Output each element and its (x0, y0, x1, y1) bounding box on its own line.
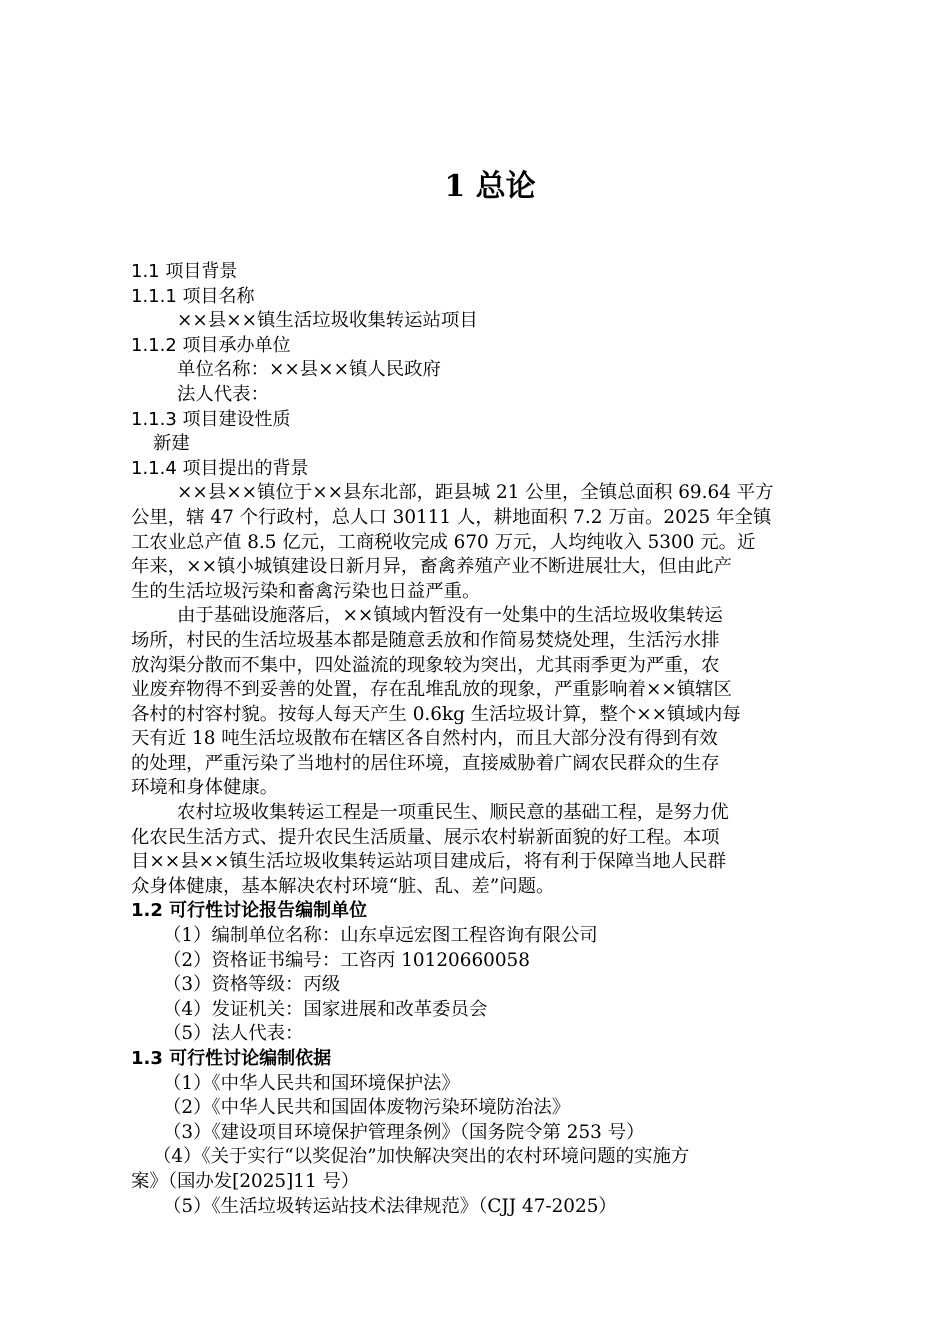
paragraph-line: 工农业总产值 8.5 亿元，工商税收完成 670 万元，人均纯收入 5300 元。近 (131, 531, 756, 553)
basis-item-continued: 案》（国办发[2025]11 号） (131, 1170, 360, 1192)
paragraph-line: 由于基础设施落后，××镇域内暂没有一处集中的生活垃圾收集转运 (177, 605, 723, 627)
subsection-heading-1-1-2: 1.1.2 项目承办单位 (131, 334, 291, 356)
paragraph-line: 公里，辖 47 个行政村，总人口 30111 人，耕地面积 7.2 万亩。2025 年全镇 (131, 506, 772, 528)
project-name: ××县××镇生活垃圾收集转运站项目 (177, 310, 478, 332)
background-paragraph-3 (131, 801, 849, 899)
compiler-item: （4）发证机关：国家进展和改革委员会 (163, 998, 488, 1020)
compiler-item: （1）编制单位名称：山东卓远宏图工程咨询有限公司 (163, 925, 598, 947)
paragraph-line: 的处理，严重污染了当地村的居住环境，直接威胁着广阔农民群众的生存 (131, 752, 720, 774)
paragraph-line: 场所，村民的生活垃圾基本都是随意丢放和作简易焚烧处理，生活污水排 (131, 629, 720, 651)
document-body (131, 260, 849, 1219)
background-paragraph-1 (131, 481, 849, 604)
subsection-heading-1-1-3: 1.1.3 项目建设性质 (131, 408, 291, 430)
background-paragraph-2 (131, 604, 849, 801)
basis-item: （5）《生活垃圾转运站技术法律规范》（CJJ 47-2025） (163, 1195, 617, 1217)
chapter-title: 1 总论 (444, 169, 536, 204)
paragraph-line: 环境和身体健康。 (131, 777, 279, 799)
paragraph-line: 生的生活垃圾污染和畜禽污染也日益严重。 (131, 580, 481, 602)
paragraph-line: 放沟渠分散而不集中，四处溢流的现象较为突出，尤其雨季更为严重，农 (131, 654, 720, 676)
compiler-item: （3）资格等级：丙级 (163, 974, 341, 996)
section-heading-1-2: 1.2 可行性讨论报告编制单位 (131, 900, 368, 922)
unit-name: 单位名称：××县××镇人民政府 (177, 359, 441, 381)
paragraph-line: 年来，××镇小城镇建设日新月异，畜禽养殖产业不断进展壮大，但由此产 (131, 556, 732, 578)
paragraph-line: 天有近 18 吨生活垃圾散布在辖区各自然村内，而且大部分没有得到有效 (131, 728, 718, 750)
basis-item: （1）《中华人民共和国环境保护法》 (163, 1072, 460, 1094)
paragraph-line: 化农民生活方式、提升农民生活质量、展示农村崭新面貌的好工程。本项 (131, 826, 720, 848)
basis-item: （2）《中华人民共和国固体废物污染环境防治法》 (163, 1097, 571, 1119)
paragraph-line: ××县××镇位于××县东北部，距县城 21 公里，全镇总面积 69.64 平方 (177, 482, 774, 504)
basis-item: （3）《建设项目环境保护管理条例》（国务院令第 253 号） (163, 1121, 645, 1143)
legal-representative: 法人代表： (177, 383, 269, 405)
paragraph-line: 各村的村容村貌。按每人每天产生 0.6kg 生活垃圾计算，整个××镇域内每 (131, 703, 741, 725)
paragraph-line: 众身体健康，基本解决农村环境“脏、乱、差”问题。 (131, 875, 555, 897)
basis-item: （4）《关于实行“以奖促治”加快解决突出的农村环境问题的实施方 (153, 1146, 690, 1168)
section-heading-1-1: 1.1 项目背景 (131, 261, 238, 282)
subsection-heading-1-1-1: 1.1.1 项目名称 (131, 285, 255, 307)
paragraph-line: 农村垃圾收集转运工程是一项重民生、顺民意的基础工程，是努力优 (177, 802, 729, 824)
compiler-item: （5）法人代表： (163, 1023, 304, 1045)
paragraph-line: 业废弃物得不到妥善的处置，存在乱堆乱放的现象，严重影响着××镇辖区 (131, 679, 732, 701)
subsection-heading-1-1-4: 1.1.4 项目提出的背景 (131, 457, 309, 479)
compiler-item: （2）资格证书编号：工咨丙 10120660058 (163, 949, 530, 971)
construction-nature: 新建 (153, 433, 190, 455)
section-heading-1-3: 1.3 可行性讨论编制依据 (131, 1048, 332, 1069)
paragraph-line: 目××县××镇生活垃圾收集转运站项目建成后，将有利于保障当地人民群 (131, 851, 726, 873)
